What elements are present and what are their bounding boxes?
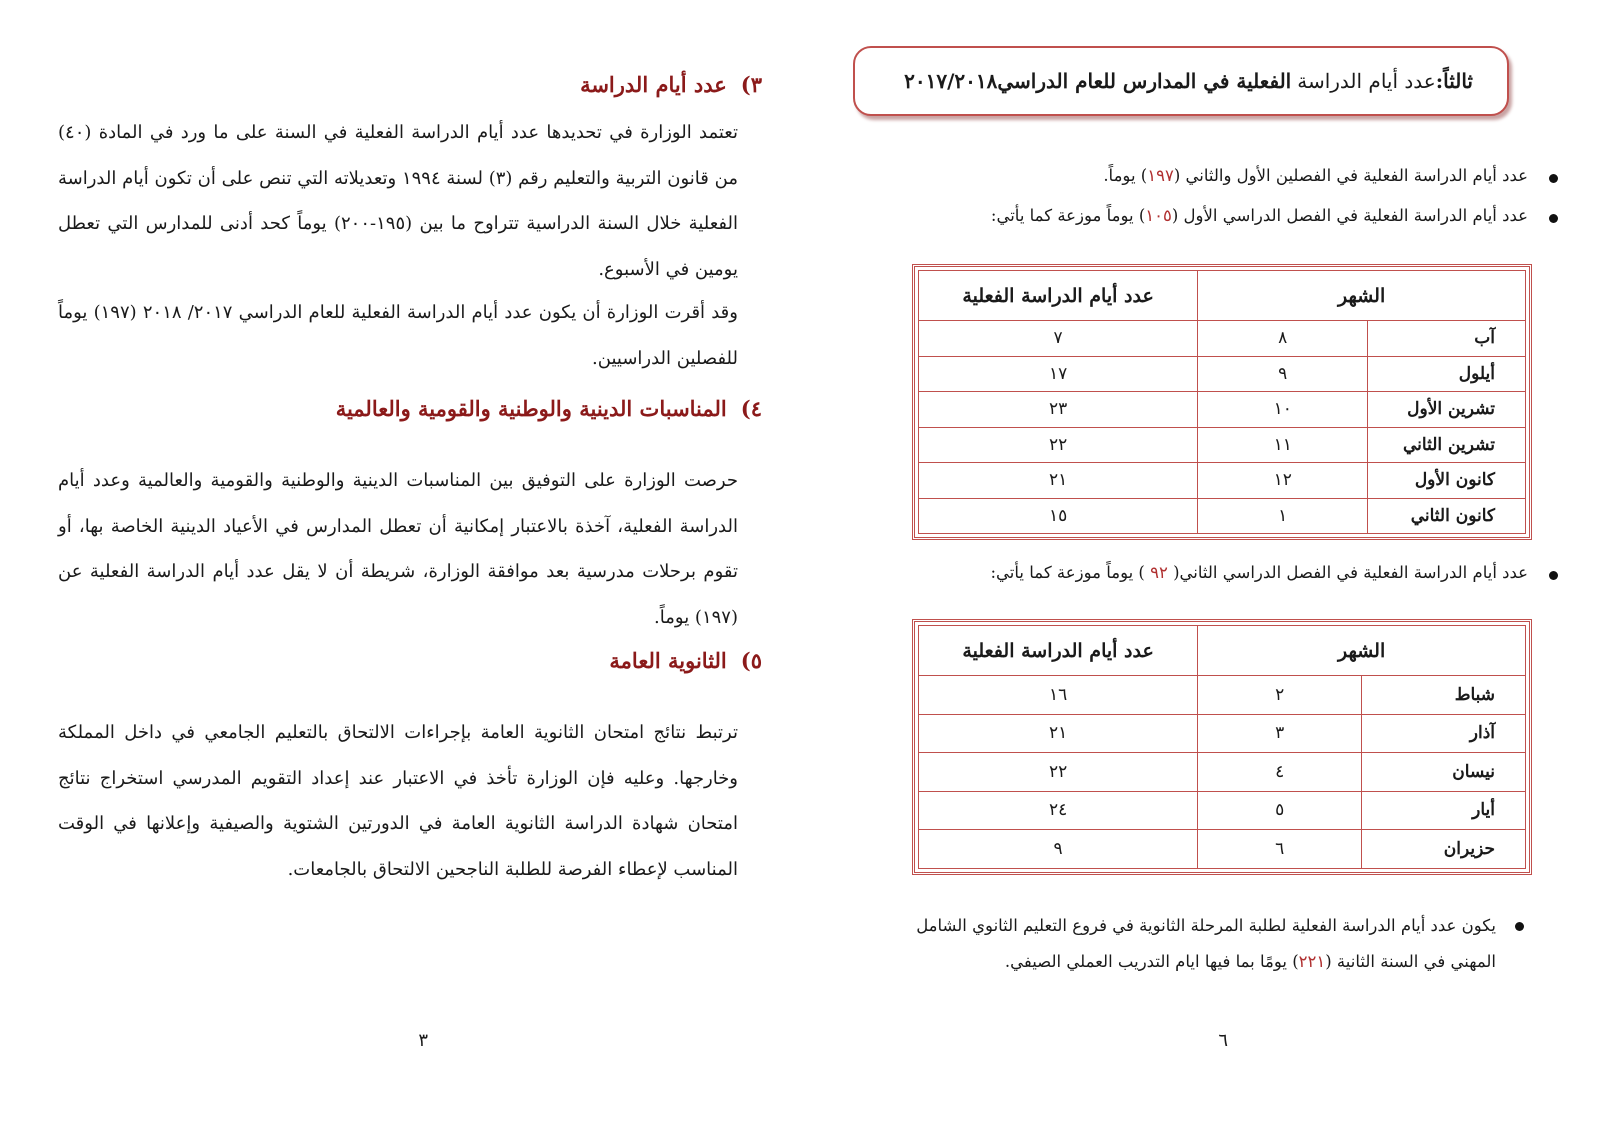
- section-3-paragraph-1: تعتمد الوزارة في تحديدها عدد أيام الدراسة الفعلية في السنة على ما ورد في المادة (٤٠) من قانون التربية والتعليم رقم (٣) لسنة ١٩٩٤ وتعديلاته التي تنص على أن تكون أيام الدراسة الفعلية خلال السنة الدراسية تتراوح ما بين (١٩٥-٢٠٠) يوماً كحد أدنى للمدارس التي تعطل يومين في الأسبوع.: [58, 122, 738, 280]
- days-cell: ١٥: [919, 498, 1198, 534]
- month-number-cell: ١١: [1198, 427, 1368, 463]
- bullet-3-text-after: ) يوماً موزعة كما يأتي:: [990, 563, 1151, 582]
- section-4-heading: [336, 396, 762, 421]
- month-cell: تشرين الأول: [1368, 392, 1526, 428]
- bullet-total-days: [1103, 166, 1528, 185]
- bullet-second-semester: [991, 563, 1529, 582]
- section-3-heading: [580, 72, 762, 97]
- section-5-number: ٥): [740, 648, 762, 673]
- month-number-cell: ٤: [1198, 753, 1362, 792]
- month-cell: كانون الأول: [1368, 463, 1526, 499]
- month-number-cell: ٣: [1198, 714, 1362, 753]
- month-cell: آب: [1368, 321, 1526, 357]
- table-row: [919, 830, 1526, 869]
- title-lead: ثالثاً:: [1435, 69, 1473, 93]
- table-2-body: [919, 676, 1526, 869]
- table-row: [919, 714, 1526, 753]
- table-row: [919, 321, 1526, 357]
- bullet-1-text-before: عدد أيام الدراسة الفعلية في الفصلين الأول والثاني (: [1173, 166, 1528, 185]
- month-cell: شباط: [1362, 676, 1526, 715]
- bullet-4-number: ٢٢١: [1298, 952, 1326, 971]
- month-number-cell: ٥: [1198, 791, 1362, 830]
- table-row: [919, 498, 1526, 534]
- section-3-number: ٣): [740, 72, 762, 97]
- month-cell: كانون الثاني: [1368, 498, 1526, 534]
- month-number-cell: ١٠: [1198, 392, 1368, 428]
- bullet-2-number: ١٠٥: [1145, 206, 1172, 225]
- table-1-body: [919, 321, 1526, 534]
- table-row: [919, 791, 1526, 830]
- bullet-secondary-vocational: [896, 908, 1496, 980]
- month-number-cell: ١٢: [1198, 463, 1368, 499]
- days-cell: ٢٢: [919, 753, 1198, 792]
- section-5-heading: [609, 648, 762, 673]
- days-cell: ١٦: [919, 676, 1198, 715]
- bullet-1-text-after: ) يوماً.: [1103, 166, 1148, 185]
- days-cell: ٢٢: [919, 427, 1198, 463]
- table-row: [919, 676, 1526, 715]
- second-semester-table: [912, 619, 1532, 875]
- bullet-3-number: ٩٢: [1150, 563, 1168, 582]
- days-cell: ٢١: [919, 714, 1198, 753]
- month-number-cell: ٩: [1198, 356, 1368, 392]
- title-body: عدد أيام الدراسة: [1297, 69, 1436, 93]
- month-cell: تشرين الثاني: [1368, 427, 1526, 463]
- right-page: [800, 0, 1600, 1131]
- table-row: [919, 356, 1526, 392]
- section-3-title: عدد أيام الدراسة: [580, 72, 727, 97]
- section-3-paragraph-2: وقد أقرت الوزارة أن يكون عدد أيام الدراسة الفعلية للعام الدراسي ٢٠١٧/ ٢٠١٨ (١٩٧) يوماً للفصلين الدراسيين.: [58, 302, 738, 369]
- bullet-4-text-after: ) يومًا بما فيها ايام التدريب العملي الصيفي.: [1004, 952, 1299, 971]
- month-number-cell: ٨: [1198, 321, 1368, 357]
- bullet-1-number: ١٩٧: [1147, 166, 1174, 185]
- bullet-4-text-before: يكون عدد أيام الدراسة الفعلية لطلبة المرحلة الثانوية في فروع التعليم الثانوي الشامل المهني في السنة الثانية (: [916, 916, 1496, 971]
- days-cell: ٢٣: [919, 392, 1198, 428]
- days-cell: ١٧: [919, 356, 1198, 392]
- section-5-title: الثانوية العامة: [609, 648, 727, 673]
- table-1-header-month: الشهر: [1198, 271, 1526, 321]
- table-row: [919, 427, 1526, 463]
- table-2-header-month: الشهر: [1198, 626, 1526, 676]
- section-5-paragraph: ترتبط نتائج امتحان الثانوية العامة بإجراءات الالتحاق بالتعليم الجامعي في داخل المملكة وخارجها. وعليه فإن الوزارة تأخذ في الاعتبار عند إعداد التقويم المدرسي استخراج نتائج امتحان شهادة الدراسة الثانوية العامة في الدورتين الشتوية والصيفية وإعلانها في الوقت المناسب لإعطاء الفرصة للطلبة الناجحين الالتحاق بالجامعات.: [58, 722, 738, 880]
- month-cell: حزيران: [1362, 830, 1526, 869]
- section-4-title: المناسبات الدينية والوطنية والقومية والعالمية: [335, 396, 727, 421]
- section-4-paragraph: حرصت الوزارة على التوفيق بين المناسبات الدينية والوطنية والقومية والعالمية وعدد أيام الدراسة الفعلية، آخذة بالاعتبار إمكانية أن تعطل المدارس في الأعياد الدينية الخاصة بها، أو تقوم برحلات مدرسية بعد موافقة الوزارة، شريطة أن لا يقل عدد أيام الدراسة الفعلية عن (١٩٧) يوماً.: [58, 470, 738, 628]
- bullet-2-text-after: ) يوماً موزعة كما يأتي:: [990, 206, 1146, 225]
- first-semester-table: [912, 264, 1532, 540]
- table-row: [919, 753, 1526, 792]
- section-4-number: ٤): [740, 396, 762, 421]
- table-row: [919, 392, 1526, 428]
- month-number-cell: ٢: [1198, 676, 1362, 715]
- month-number-cell: ٦: [1198, 830, 1362, 869]
- month-cell: أيلول: [1368, 356, 1526, 392]
- days-cell: ٢١: [919, 463, 1198, 499]
- table-row: [919, 463, 1526, 499]
- month-cell: آذار: [1362, 714, 1526, 753]
- bullet-2-text-before: عدد أيام الدراسة الفعلية في الفصل الدراسي الأول (: [1171, 206, 1528, 225]
- left-page-number: ٣: [418, 1030, 428, 1051]
- days-cell: ٢٤: [919, 791, 1198, 830]
- bullet-3-text-before: عدد أيام الدراسة الفعلية في الفصل الدراسي الثاني(: [1167, 563, 1528, 582]
- days-cell: ٧: [919, 321, 1198, 357]
- table-2-header-days: عدد أيام الدراسة الفعلية: [919, 626, 1198, 676]
- bullet-first-semester: [991, 206, 1528, 225]
- section-title-box: [853, 46, 1509, 116]
- month-cell: نيسان: [1362, 753, 1526, 792]
- month-number-cell: ١: [1198, 498, 1368, 534]
- title-strong: الفعلية في المدارس للعام الدراسي٢٠١٧/٢٠١٨: [904, 69, 1292, 93]
- days-cell: ٩: [919, 830, 1198, 869]
- month-cell: أيار: [1362, 791, 1526, 830]
- table-1-header-days: عدد أيام الدراسة الفعلية: [919, 271, 1198, 321]
- right-page-number: ٦: [1218, 1030, 1228, 1051]
